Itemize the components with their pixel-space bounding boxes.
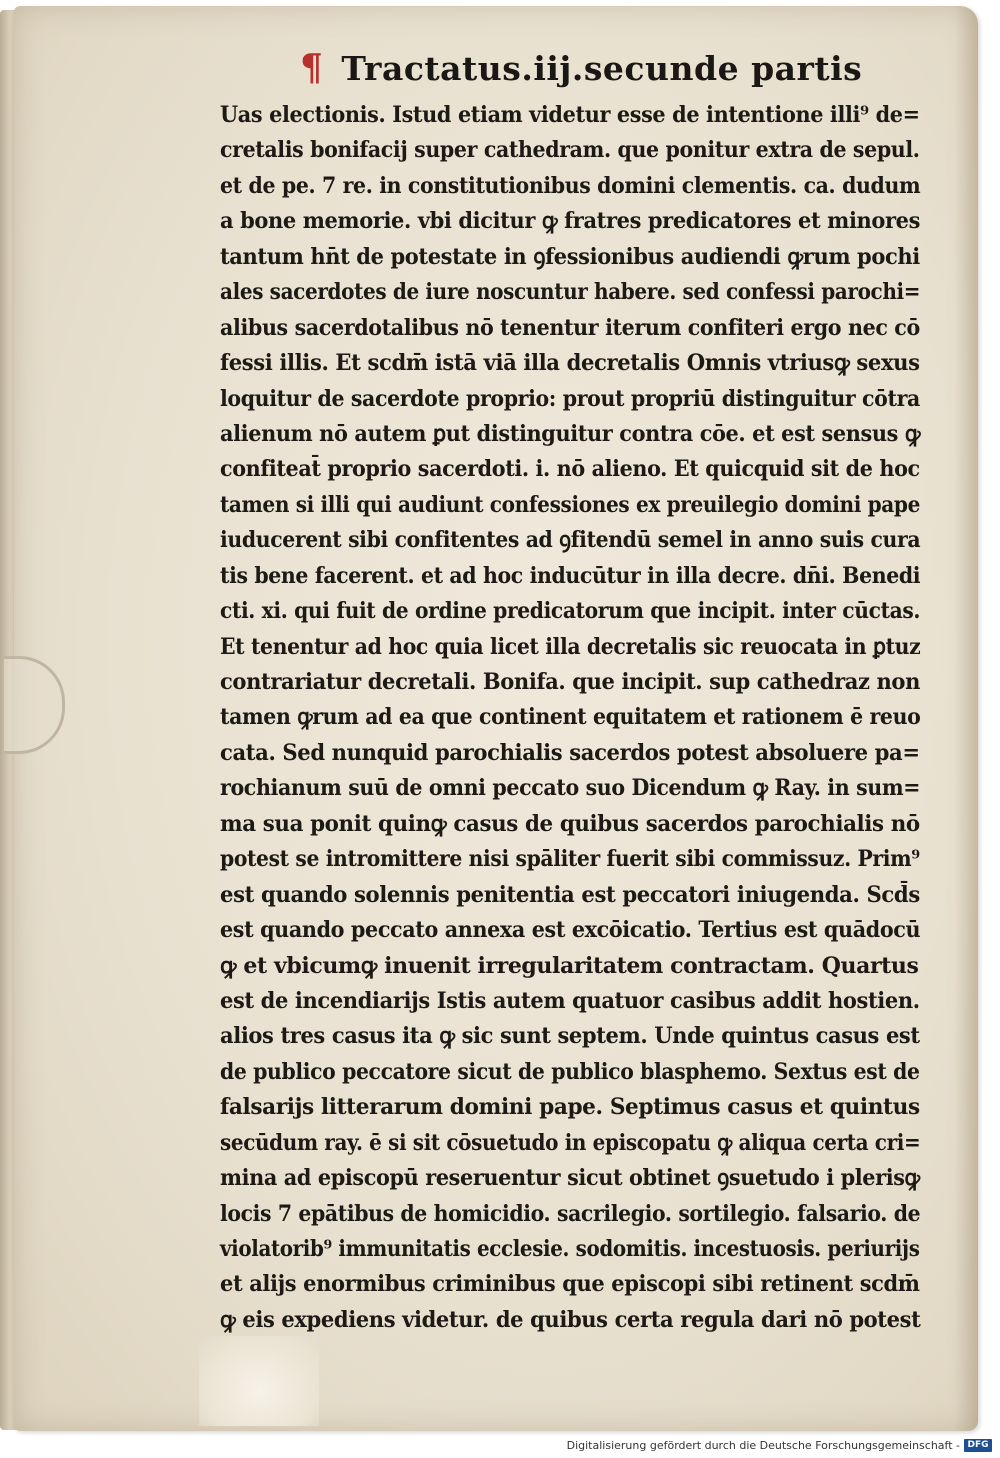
text-line: locis 7 epātibus de homicidio. sacrilegio. sortilegio. falsario. de — [220, 1200, 921, 1227]
credit-text: Digitalisierung gefördert durch die Deutsche Forschungsgemeinschaft - — [566, 1438, 960, 1452]
text-line: et de pe. 7 re. in constitutionibus domini clementis. ca. dudum — [220, 172, 921, 199]
text-line: ꝙ et vbicumꝙ inuenit irregularitatem contractam. Quartus — [220, 952, 919, 979]
text-line: ales sacerdotes de iure noscuntur habere. sed confessi parochi= — [220, 279, 921, 306]
text-line: loquitur de sacerdote proprio: prout propriū distinguitur cōtra — [220, 385, 920, 412]
dfg-logo-icon: DFG — [964, 1439, 992, 1452]
text-line: est de incendiarijs Istis autem quatuor casibus addit hostien. — [220, 987, 920, 1014]
text-line: tantum hn̄t de potestate in ꝯfessionibus audiendi ꝙrum pochi — [220, 243, 920, 270]
text-line: alibus sacerdotalibus nō tenentur iterum confiteri ergo nec cō — [220, 314, 920, 341]
text-line: tamen ꝙrum ad ea que continent equitatem et rationem ē reuo — [220, 704, 921, 731]
text-line: est quando solennis penitentia est peccatori iniugenda. Scd̄s — [220, 881, 920, 908]
digitization-credit — [567, 1437, 992, 1453]
text-line: secūdum ray. ē si sit cōsuetudo in episcopatu ꝙ aliqua certa cri= — [220, 1129, 921, 1156]
page-clip-mark — [4, 656, 65, 754]
text-line: et alijs enormibus criminibus que episcopi sibi retinent scdm̄ — [220, 1271, 920, 1298]
text-line: iuducerent sibi confitentes ad ꝯfitendū semel in anno suis cura — [220, 527, 921, 554]
text-line: violatorib⁹ immunitatis ecclesie. sodomitis. incestuosis. periurijs — [220, 1236, 920, 1262]
text-line: alienum nō autem ꝑut distinguitur contra cōe. et est sensus ꝙ — [220, 420, 921, 447]
text-line: contrariatur decretali. Bonifa. que incipit. sup cathedraz non — [220, 669, 921, 695]
text-line: Et tenentur ad hoc quia licet illa decretalis sic reuocata in ꝑtuz — [220, 633, 921, 660]
page-edge-shadow — [954, 6, 978, 1431]
text-line: est quando peccato annexa est excōicatio. Tertius est quādocū — [220, 917, 921, 944]
text-line: cretalis bonifacij super cathedram. que ponitur extra de sepul. — [220, 137, 920, 164]
text-line: tamen si illi qui audiunt confessiones ex preuilegio domini pape — [220, 491, 921, 518]
rubric-paragraph-mark: ¶ — [300, 47, 324, 89]
text-line: ꝙ eis expediens videtur. de quibus certa regula dari nō potest — [220, 1306, 921, 1333]
text-line: falsarijs litterarum domini pape. Septimus casus et quintus — [220, 1094, 920, 1121]
running-head-text: Tractatus.iij.secunde partis — [341, 49, 863, 88]
body-text — [220, 98, 920, 1338]
text-line: a bone memorie. vbi dicitur ꝙ fratres predicatores et minores — [220, 208, 921, 235]
text-line: tis bene facerent. et ad hoc inducūtur in illa decre. dn̄i. Benedi — [220, 562, 921, 589]
text-line: rochianum suū de omni peccato suo Dicendum ꝙ Ray. in sum= — [220, 775, 921, 802]
running-head — [300, 42, 863, 94]
text-line: fessi illis. Et scdm̄ istā viā illa decretalis Omnis vtriusꝙ sexus — [220, 350, 920, 377]
text-line: potest se intromittere nisi spāliter fuerit sibi commissuz. Prim⁹ — [220, 846, 920, 873]
text-line: ma sua ponit quinꝙ casus de quibus sacerdos parochialis nō — [220, 810, 920, 837]
paper-stain — [199, 1336, 319, 1426]
text-line: mina ad episcopū reseruentur sicut obtinet ꝯsuetudo i plerisꝙ — [220, 1165, 920, 1192]
text-line: cata. Sed nunquid parochialis sacerdos potest absoluere pa= — [220, 739, 920, 766]
text-line: Uas electionis. Istud etiam videtur esse de intentione illi⁹ de= — [220, 102, 920, 128]
text-line: alios tres casus ita ꝙ sic sunt septem. Unde quintus casus est — [220, 1023, 920, 1050]
text-line: de publico peccatore sicut de publico blasphemo. Sextus est de — [220, 1058, 920, 1085]
text-line: cti. xi. qui fuit de ordine predicatorum que incipit. inter cūctas. — [220, 598, 921, 625]
text-line: confiteat̄ proprio sacerdoti. i. nō alieno. Et quicquid sit de hoc — [220, 456, 920, 483]
